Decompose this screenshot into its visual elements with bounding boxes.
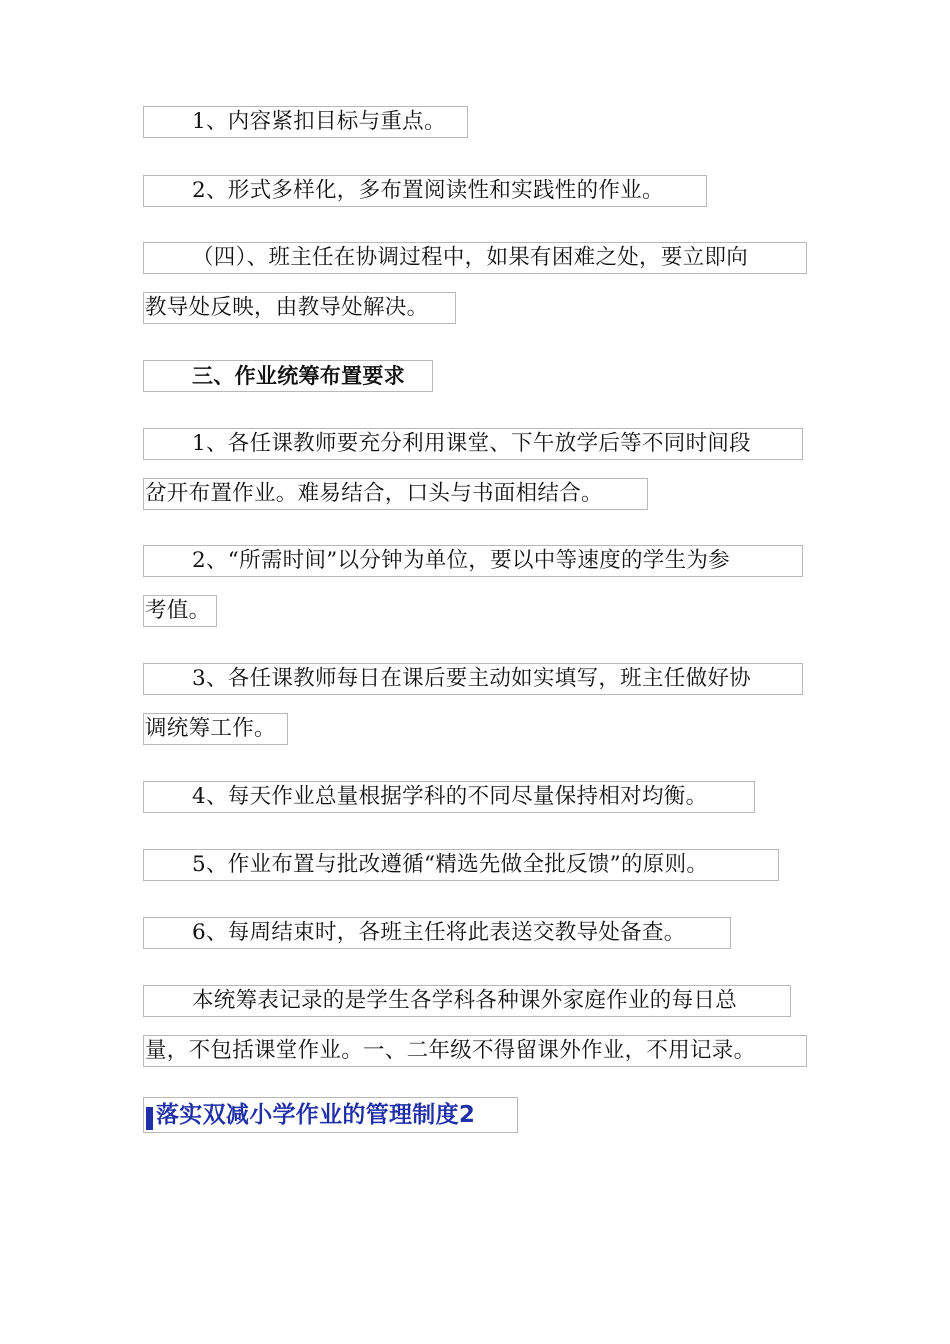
list-item: 5、作业布置与批改遵循“精选先做全批反馈”的原则。 xyxy=(143,849,779,881)
list-item: 6、每周结束时，各班主任将此表送交教导处备查。 xyxy=(143,917,731,949)
paragraph-line: 本统筹表记录的是学生各学科各种课外家庭作业的每日总 xyxy=(143,985,791,1017)
paragraph-line: （四）、班主任在协调过程中，如果有困难之处，要立即向 xyxy=(143,242,807,274)
list-item: 调统筹工作。 xyxy=(143,713,288,745)
list-item: 1、各任课教师要充分利用课堂、下午放学后等不同时间段 xyxy=(143,428,803,460)
heading-marker-icon xyxy=(146,1107,153,1130)
list-item: 4、每天作业总量根据学科的不同尽量保持相对均衡。 xyxy=(143,781,755,813)
section-heading: 三、作业统筹布置要求 xyxy=(143,360,433,392)
list-item: 岔开布置作业。难易结合，口头与书面相结合。 xyxy=(143,478,648,510)
heading-title: 落实双减小学作业的管理制度2 xyxy=(156,1102,476,1128)
paragraph-line: 量，不包括课堂作业。一、二年级不得留课外作业，不用记录。 xyxy=(143,1035,807,1067)
list-item: 考值。 xyxy=(143,595,217,627)
list-item: 1、内容紧扣目标与重点。 xyxy=(143,106,468,138)
list-item: 2、形式多样化，多布置阅读性和实践性的作业。 xyxy=(143,175,707,207)
paragraph-line: 教导处反映，由教导处解决。 xyxy=(143,292,456,324)
list-item: 3、各任课教师每日在课后要主动如实填写，班主任做好协 xyxy=(143,663,803,695)
document-heading xyxy=(143,1097,518,1133)
list-item: 2、“所需时间”以分钟为单位，要以中等速度的学生为参 xyxy=(143,545,803,577)
